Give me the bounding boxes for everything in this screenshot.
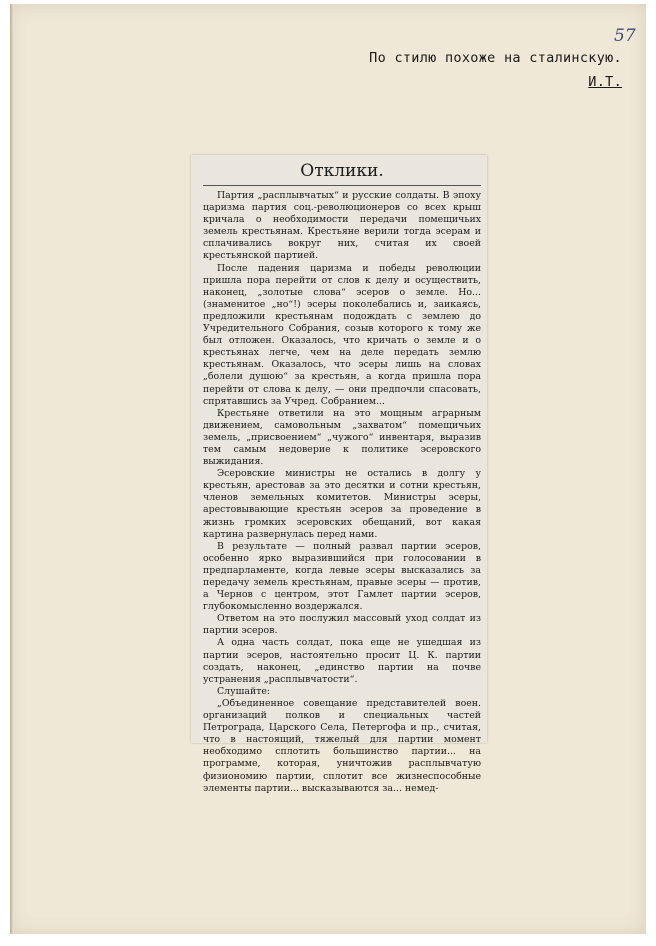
clipping-paragraph-7: А одна часть солдат, пока еще не ушедшая из партии эсеров, настоятельно просит Ц. К. партии создать, наконец, „единство партии на почве устранения „расплывчатости“.	[203, 637, 481, 685]
typed-note-initials: И.Т.	[588, 74, 622, 90]
newspaper-clipping	[191, 155, 487, 794]
clipping-title: Отклики.	[300, 161, 384, 181]
clipping-paragraph-9: „Объединенное совещание представителей воен. организаций полков и специальных частей Петрограда, Царского Села, Петергофа и пр., считая, что в настоящий, тяжелый для партии момент необходимо сплотить большинство партии... на программе, которая, уничтожив расплывчатую физиономию партии, сплотит все жизнеспособные элементы партии... высказываются за... немед-	[203, 697, 481, 794]
clipping-paragraph-1: Партия „расплывчатых“ и русские солдаты. В эпоху царизма партия соц.-революционеров со всех крыш кричала о необходимости передачи помещичьих земель крестьянам. Крестьяне верили тогда эсерам и сплачивались вокруг них, считая их своей крестьянской партией.	[203, 190, 481, 262]
typed-note-line-1: По стилю похоже на сталинскую.	[369, 50, 622, 66]
page-number: 57	[614, 26, 636, 46]
title-divider	[203, 185, 481, 186]
clipping-paragraph-8: Слушайте:	[217, 685, 271, 697]
archive-page	[10, 4, 646, 934]
clipping-paragraph-2: После падения царизма и победы революции пришла пора перейти от слов к делу и осуществить, наконец, „золотые слова“ эсеров о земле. Но... (знаменитое „но“!) эсеры поколебались и, заикаясь, предложили крестьянам подождать с землею до Учредительного Собрания, созыв которого к тому же был отложен. Оказалось, что кричать о земле и о крестьянах легче, чем на деле передать землю крестьянам. Оказалось, что эсеры лишь на словах „болели душою“ за крестьян, а когда пришла пора перейти от слова к делу, — они предпочли спасовать, спрятавшись за Учред. Собранием...	[203, 262, 481, 407]
clipping-paragraph-6: Ответом на это послужил массовый уход солдат из партии эсеров.	[203, 613, 481, 637]
clipping-paragraph-4: Эсеровские министры не остались в долгу у крестьян, арестовав за это десятки и сотни крестьян, членов земельных комитетов. Министры эсеры, арестовывающие крестьян эсеров за проведение в жизнь громких эсеровских обещаний, вот какая картина развернулась перед нами.	[203, 468, 481, 540]
clipping-paragraph-3: Крестьяне ответили на это мощным аграрным движением, самовольным „захватом“ помещичьих земель, „присвоением“ „чужого“ инвентаря, выразив тем самым недоверие к политике эсеровского выжидания.	[203, 407, 481, 468]
clipping-paragraph-5: В результате — полный развал партии эсеров, особенно ярко выразившийся при голосовании в предпарламенте, когда левые эсеры высказались за передачу земель крестьянам, правые эсеры — против, а Чернов с центром, этот Гамлет партии эсеров, глубокомысленно воздержался.	[203, 540, 481, 613]
page-edge	[10, 4, 14, 934]
